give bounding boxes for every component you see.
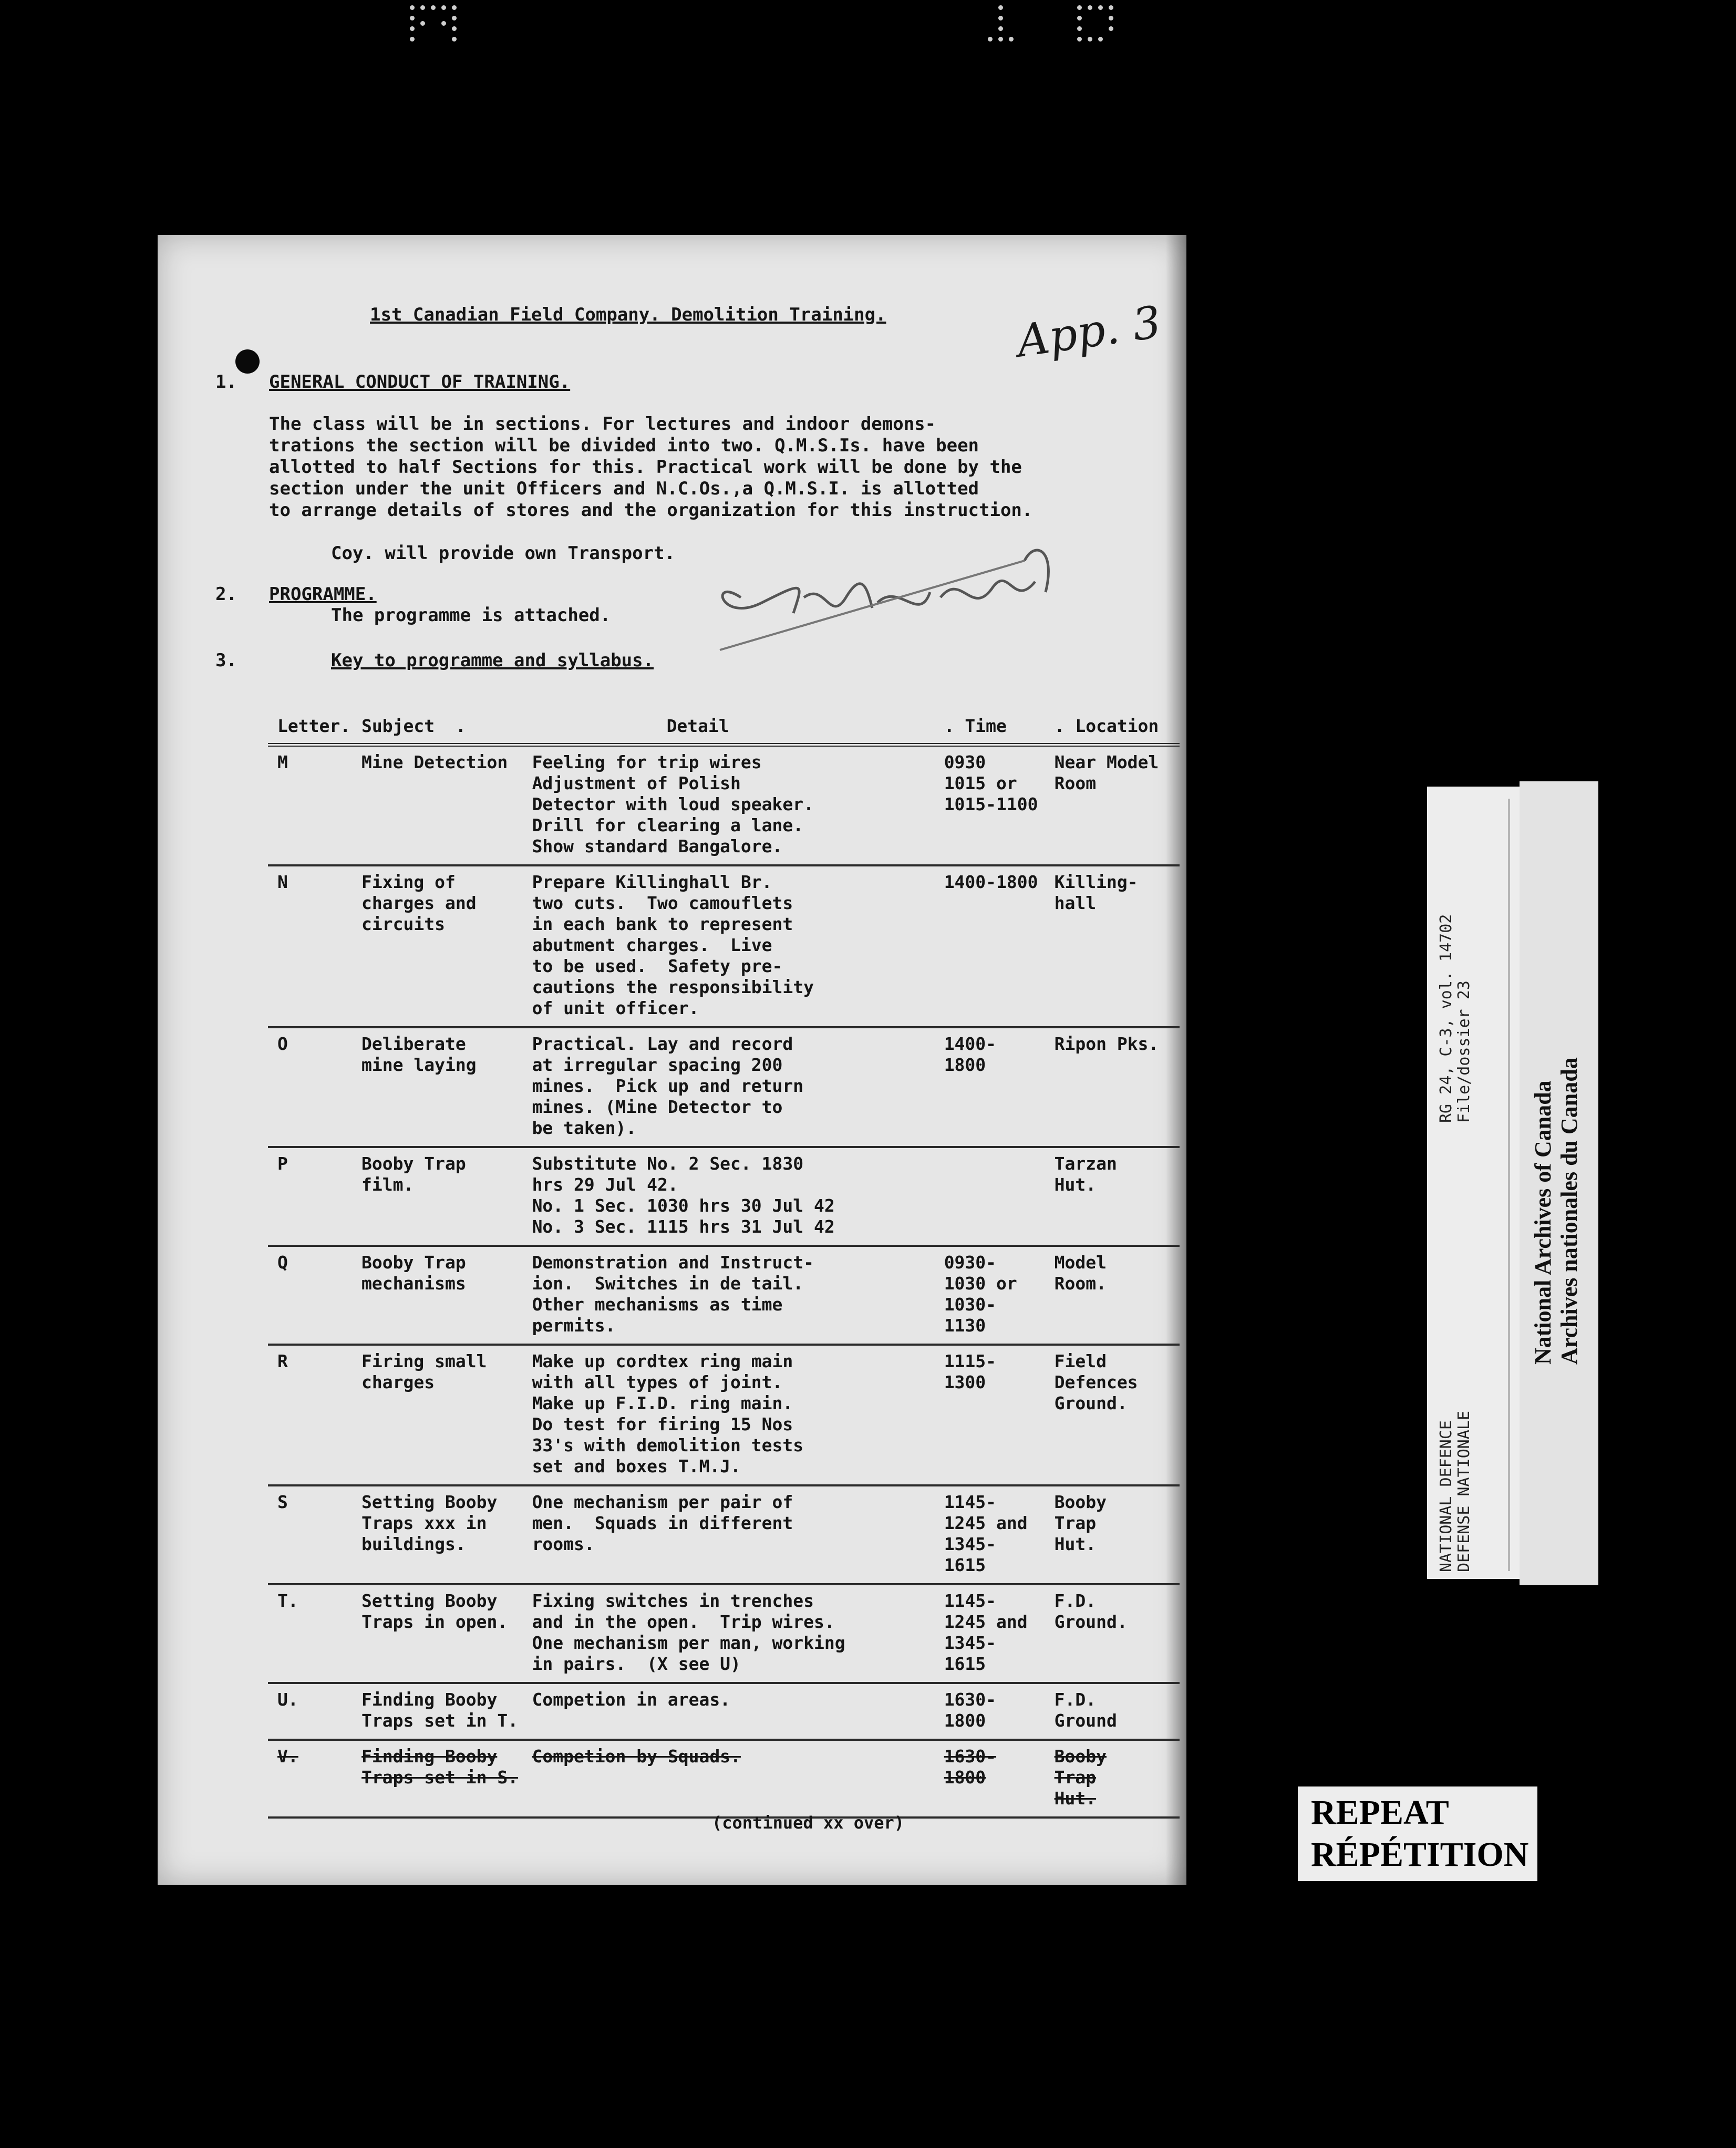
row-time: 1115- 1300 <box>942 1345 1052 1485</box>
section-1-transport: Coy. will provide own Transport. <box>331 543 676 564</box>
row-letter: P <box>268 1147 359 1246</box>
header-location: . Location <box>1052 710 1180 745</box>
table-row <box>268 1027 1180 1147</box>
row-detail: Prepare Killinghall Br. two cuts. Two camouflets in each bank to represent abutment charges. Live to be used. Safety pre- cautions the responsibility of unit officer. <box>530 865 942 1027</box>
row-subject: Mine Detection <box>359 745 530 866</box>
row-subject: Setting Booby Traps xxx in buildings. <box>359 1485 530 1584</box>
row-letter: S <box>268 1485 359 1584</box>
row-letter: T. <box>268 1584 359 1683</box>
row-time: 1630- 1800 <box>942 1740 1052 1817</box>
row-time: 1145- 1245 and 1345- 1615 <box>942 1485 1052 1584</box>
row-location: Booby Trap Hut. <box>1052 1740 1180 1817</box>
table-row <box>268 745 1180 866</box>
stamp-line-1: REPEAT <box>1311 1793 1449 1832</box>
row-letter: Q <box>268 1246 359 1345</box>
table-row-struck <box>268 1740 1180 1817</box>
row-subject: Booby Trap film. <box>359 1147 530 1246</box>
header-detail: Detail <box>530 710 942 745</box>
archive-department: NATIONAL DEFENCE DEFENSE NATIONALE <box>1437 1410 1473 1572</box>
row-detail: Substitute No. 2 Sec. 1830 hrs 29 Jul 42. No. 1 Sec. 1030 hrs 30 Jul 42 No. 3 Sec. 1115 hrs 31 Jul 42 <box>530 1147 942 1246</box>
programme-table <box>268 710 1180 1819</box>
section-2-heading: PROGRAMME. <box>269 584 377 605</box>
row-location: F.D. Ground. <box>1052 1584 1180 1683</box>
archive-institution-strip <box>1520 781 1598 1585</box>
row-letter: R <box>268 1345 359 1485</box>
table-row <box>268 1246 1180 1345</box>
section-2-number: 2. <box>215 584 237 605</box>
section-3-number: 3. <box>215 650 237 671</box>
row-time: 0930 1015 or 1015-1100 <box>942 745 1052 866</box>
document-title: 1st Canadian Field Company. Demolition Training. <box>370 304 886 325</box>
row-location: Booby Trap Hut. <box>1052 1485 1180 1584</box>
handwritten-annotation: App. 3 <box>1014 296 1164 367</box>
row-location: Model Room. <box>1052 1246 1180 1345</box>
row-subject: Setting Booby Traps in open. <box>359 1584 530 1683</box>
section-3-heading: Key to programme and syllabus. <box>331 650 654 671</box>
table-row <box>268 1147 1180 1246</box>
row-location: Near Model Room <box>1052 745 1180 866</box>
row-detail: Make up cordtex ring main with all types of joint. Make up F.I.D. ring main. Do test for firing 15 Nos 33's with demolition tests set and boxes T.M.J. <box>530 1345 942 1485</box>
section-1-heading: GENERAL CONDUCT OF TRAINING. <box>269 371 571 393</box>
row-detail: Practical. Lay and record at irregular spacing 200 mines. Pick up and return mines. (Mine Detector to be taken). <box>530 1027 942 1147</box>
table-row <box>268 1683 1180 1740</box>
row-letter: V. <box>268 1740 359 1817</box>
row-location: Field Defences Ground. <box>1052 1345 1180 1485</box>
continued-note: (continued xx over) <box>712 1813 905 1833</box>
strip-divider <box>1508 799 1510 1571</box>
row-location: Ripon Pks. <box>1052 1027 1180 1147</box>
stamp-line-2: RÉPÉTITION <box>1311 1835 1529 1874</box>
row-time: 1400-1800 <box>942 865 1052 1027</box>
repeat-stamp <box>1298 1786 1537 1881</box>
row-letter: N <box>268 865 359 1027</box>
table-header-row <box>268 710 1180 745</box>
row-time: 1400- 1800 <box>942 1027 1052 1147</box>
film-dots-left <box>410 0 462 47</box>
row-detail: Fixing switches in trenches and in the open. Trip wires. One mechanism per man, working in pairs. (X see U) <box>530 1584 942 1683</box>
table-row <box>268 1345 1180 1485</box>
document-page <box>158 235 1186 1885</box>
row-time <box>942 1147 1052 1246</box>
row-subject: Fixing of charges and circuits <box>359 865 530 1027</box>
row-letter: U. <box>268 1683 359 1740</box>
row-subject: Finding Booby Traps set in S. <box>359 1740 530 1817</box>
section-1-number: 1. <box>215 371 237 393</box>
section-1-paragraph: The class will be in sections. For lectures and indoor demons- trations the section will be divided into two. Q.M.S.Is. have been allotted to half Sections for this. Practical work will be done by the section under the unit Officers and N.C.Os.,a Q.M.S.I. is allotted to arrange details of stores and the organization for this instruction. <box>269 414 1033 521</box>
row-detail: Competion in areas. <box>530 1683 942 1740</box>
table-row <box>268 1485 1180 1584</box>
row-detail: Demonstration and Instruct- ion. Switches in de tail. Other mechanisms as time permits. <box>530 1246 942 1345</box>
table-row <box>268 1584 1180 1683</box>
film-dots-right <box>998 0 1135 47</box>
header-subject: Subject . <box>359 710 530 745</box>
row-subject: Firing small charges <box>359 1345 530 1485</box>
archive-reference: RG 24, C-3, vol. 14702 File/dossier 23 <box>1437 914 1473 1123</box>
row-time: 1630- 1800 <box>942 1683 1052 1740</box>
row-location: Tarzan Hut. <box>1052 1147 1180 1246</box>
row-detail: One mechanism per pair of men. Squads in different rooms. <box>530 1485 942 1584</box>
row-location: Killing- hall <box>1052 865 1180 1027</box>
row-letter: O <box>268 1027 359 1147</box>
header-time: . Time <box>942 710 1052 745</box>
row-subject: Booby Trap mechanisms <box>359 1246 530 1345</box>
row-subject: Finding Booby Traps set in T. <box>359 1683 530 1740</box>
archive-institution: National Archives of Canada Archives nationales du Canada <box>1530 1057 1582 1365</box>
table-row <box>268 865 1180 1027</box>
header-letter: Letter. <box>268 710 359 745</box>
row-subject: Deliberate mine laying <box>359 1027 530 1147</box>
signature <box>699 519 1172 655</box>
row-letter: M <box>268 745 359 866</box>
row-time: 1145- 1245 and 1345- 1615 <box>942 1584 1052 1683</box>
archive-reference-strip <box>1427 787 1520 1579</box>
row-location: F.D. Ground <box>1052 1683 1180 1740</box>
section-2-paragraph: The programme is attached. <box>331 605 611 626</box>
row-detail: Competion by Squads. <box>530 1740 942 1817</box>
row-time: 0930- 1030 or 1030- 1130 <box>942 1246 1052 1345</box>
punch-hole <box>235 349 260 374</box>
row-detail: Feeling for trip wires Adjustment of Polish Detector with loud speaker. Drill for clearing a lane. Show standard Bangalore. <box>530 745 942 866</box>
